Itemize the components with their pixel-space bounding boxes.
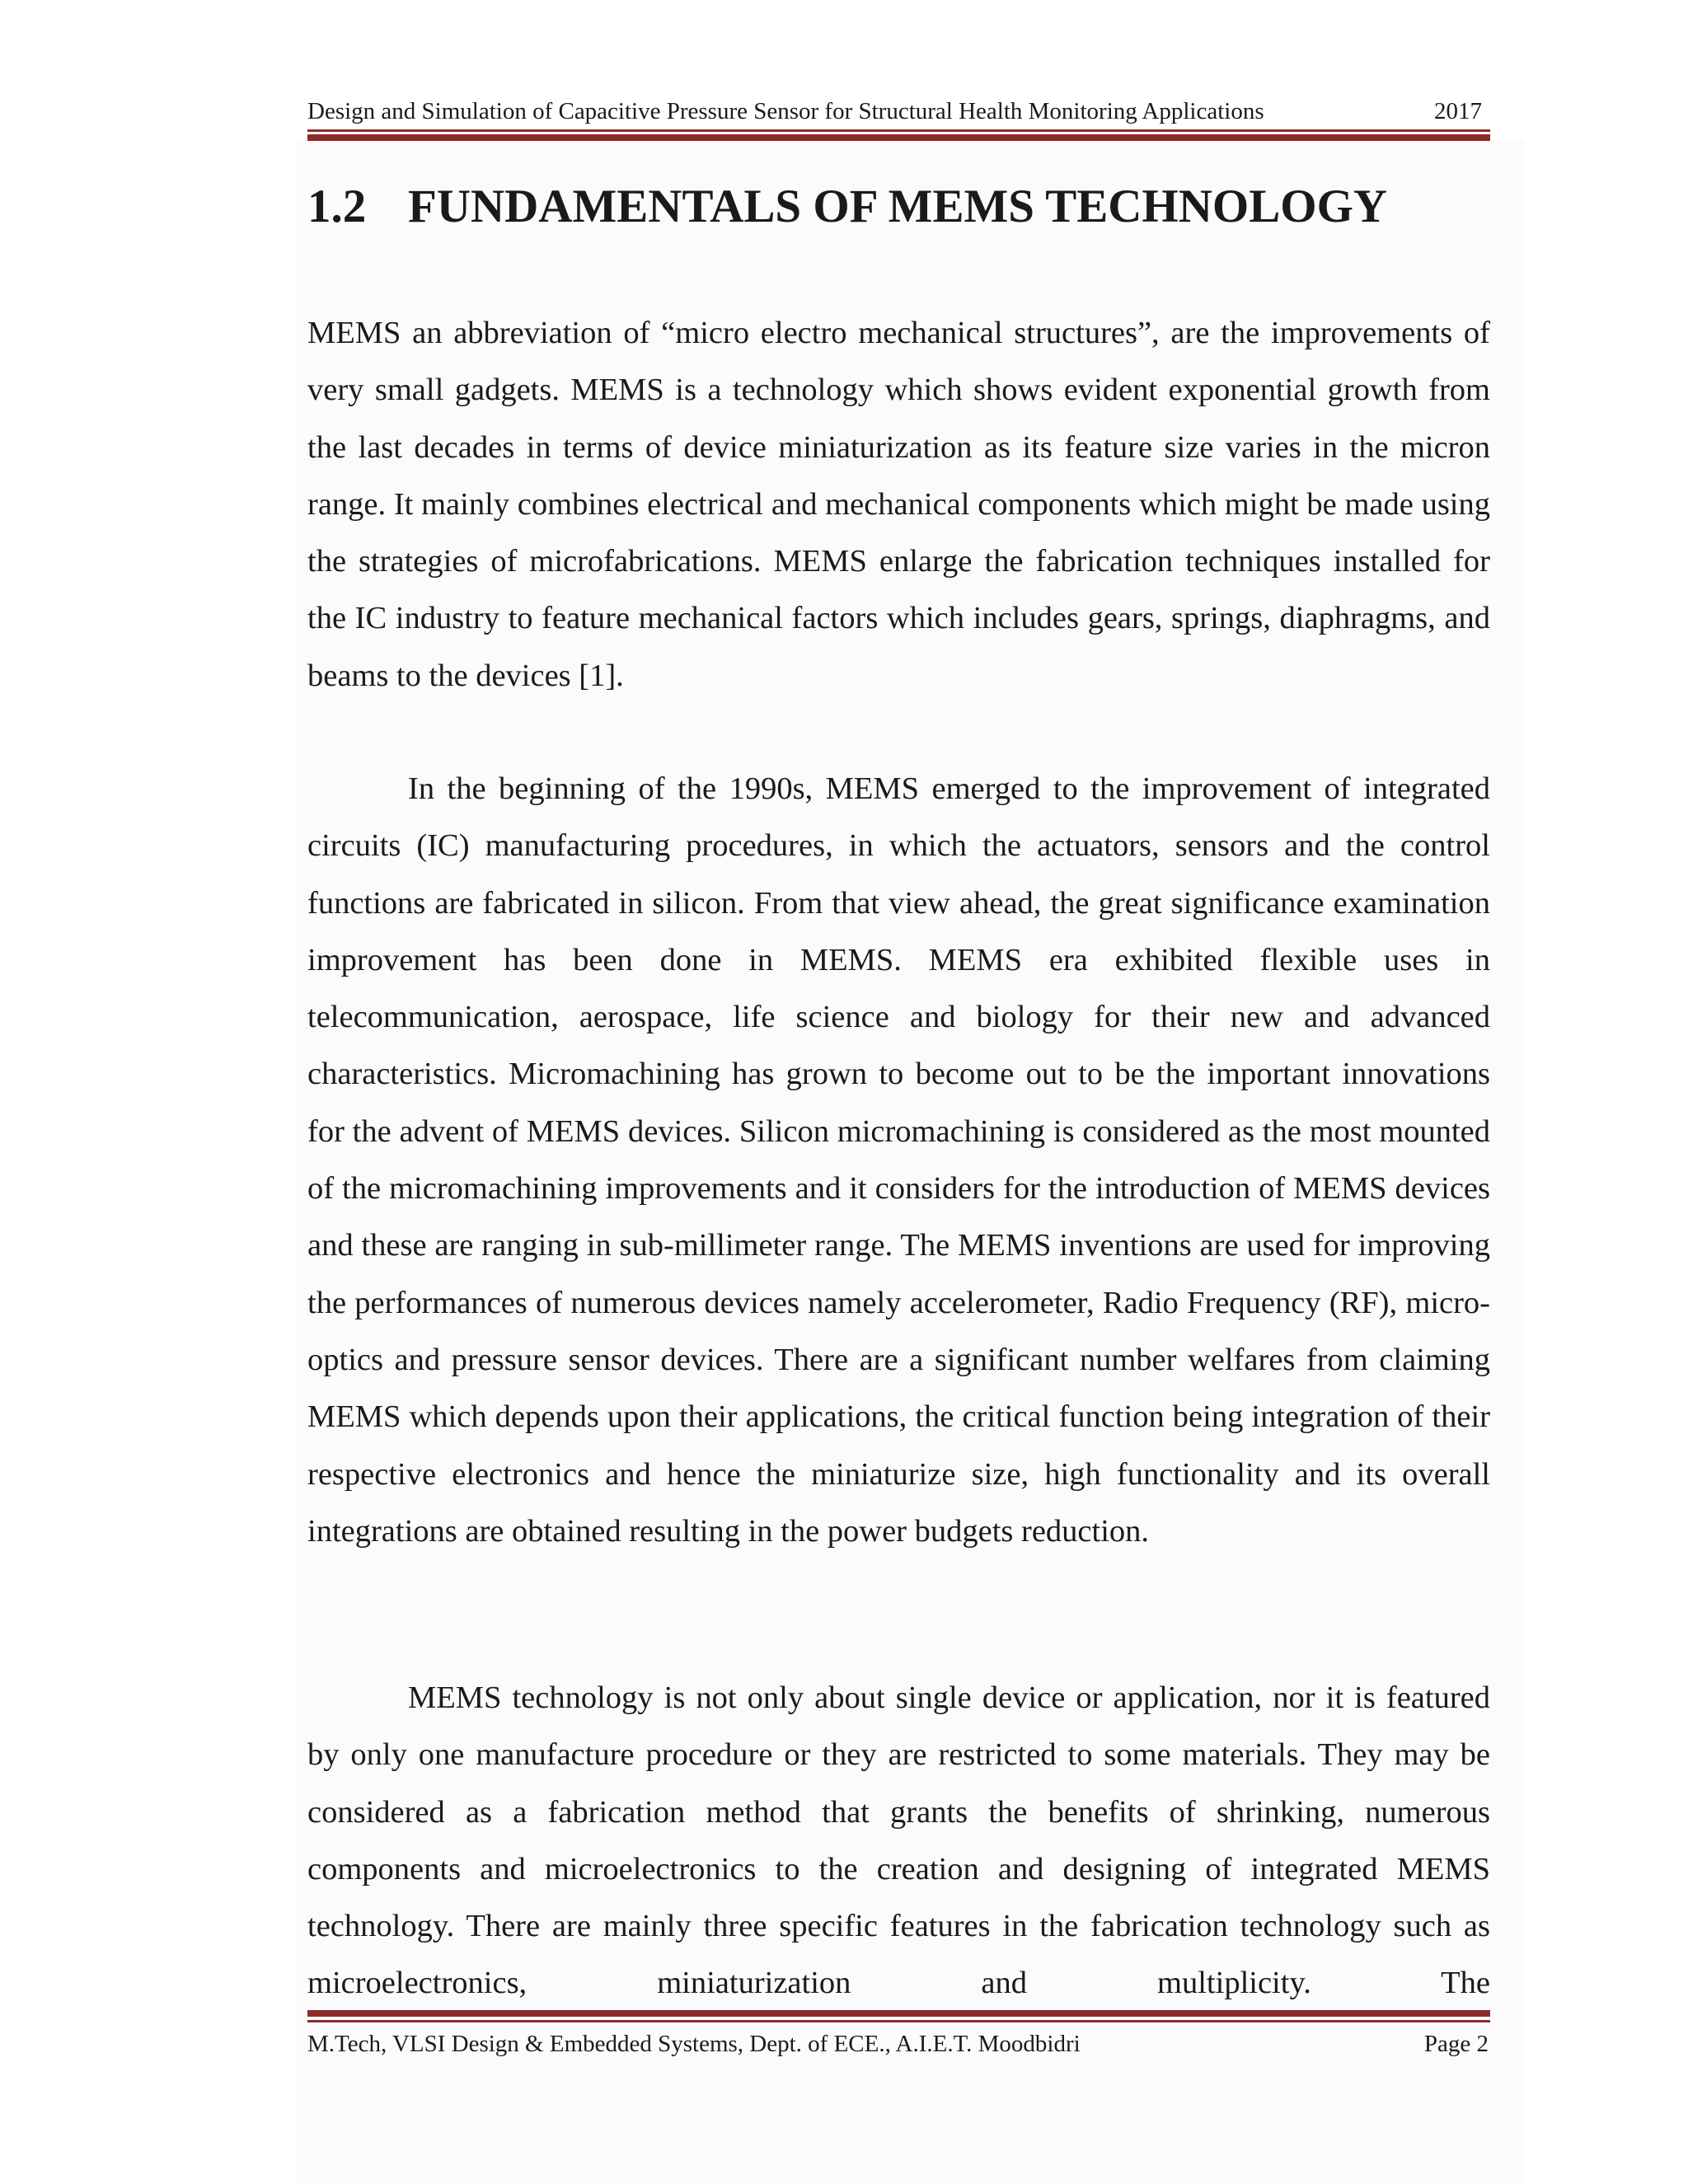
paragraph-3: MEMS technology is not only about single device or application, nor it is featured by only one manufacture procedure or they are restricted to some materials. They may be considered as a fabrication method that grants the benefits of shrinking, numerous components and microelectronics to the creation and designing of integrated MEMS technology. There are mainly three specific features in the fabrication technology such as microelectronics, miniaturization and multiplicity. The: [307, 1680, 1490, 2001]
section-number: 1.2: [307, 180, 367, 232]
footer-rule-thin: [307, 2020, 1490, 2022]
header-title: Design and Simulation of Capacitive Pressure Sensor for Structural Health Monitoring Applications: [307, 98, 1264, 124]
paragraph-1: MEMS an abbreviation of “micro electro mechanical structures”, are the improvements of very small gadgets. MEMS is a technology which shows evident exponential growth from the last decades in terms of device miniaturization as its feature size varies in the micron range. It mainly combines electrical and mechanical components which might be made using the strategies of microfabrications. MEMS enlarge the fabrication techniques installed for the IC industry to feature mechanical factors which includes gears, springs, diaphragms, and beams to the devices [1].: [307, 316, 1490, 693]
paragraph-2: In the beginning of the 1990s, MEMS emerged to the improvement of integrated circuits (IC) manufacturing procedures, in which the actuators, sensors and the control functions are fabricated in silicon. From that view ahead, the great significance examination improvement has been done in MEMS. MEMS era exhibited flexible uses in telecommunication, aerospace, life science and biology for their new and advanced characteristics. Micromachining has grown to become out to be the important innovations for the advent of MEMS devices. Silicon micromachining is considered as the most mounted of the micromachining improvements and it considers for the introduction of MEMS devices and these are ranging in sub-millimeter range. The MEMS inventions are used for improving the performances of numerous devices namely accelerometer, Radio Frequency (RF), micro-optics and pressure sensor devices. There are a significant number welfares from claiming MEMS which depends upon their applications, the critical function being integration of their respective electronics and hence the miniaturize size, high functionality and its overall integrations are obtained resulting in the power budgets reduction.: [307, 771, 1490, 1549]
page-number: Page 2: [1423, 2031, 1489, 2057]
header-rule-thin: [307, 129, 1490, 132]
section-heading: [307, 178, 1490, 236]
header-year: 2017: [1434, 98, 1482, 124]
running-footer: [307, 2030, 1490, 2058]
footer-institution: M.Tech, VLSI Design & Embedded Systems, Dept. of ECE., A.I.E.T. Moodbidri: [307, 2031, 1081, 2057]
footer-rule-thick: [307, 2010, 1490, 2017]
running-header: [307, 97, 1490, 125]
section-title: FUNDAMENTALS OF MEMS TECHNOLOGY: [408, 180, 1388, 232]
header-rule-thick: [307, 134, 1490, 141]
